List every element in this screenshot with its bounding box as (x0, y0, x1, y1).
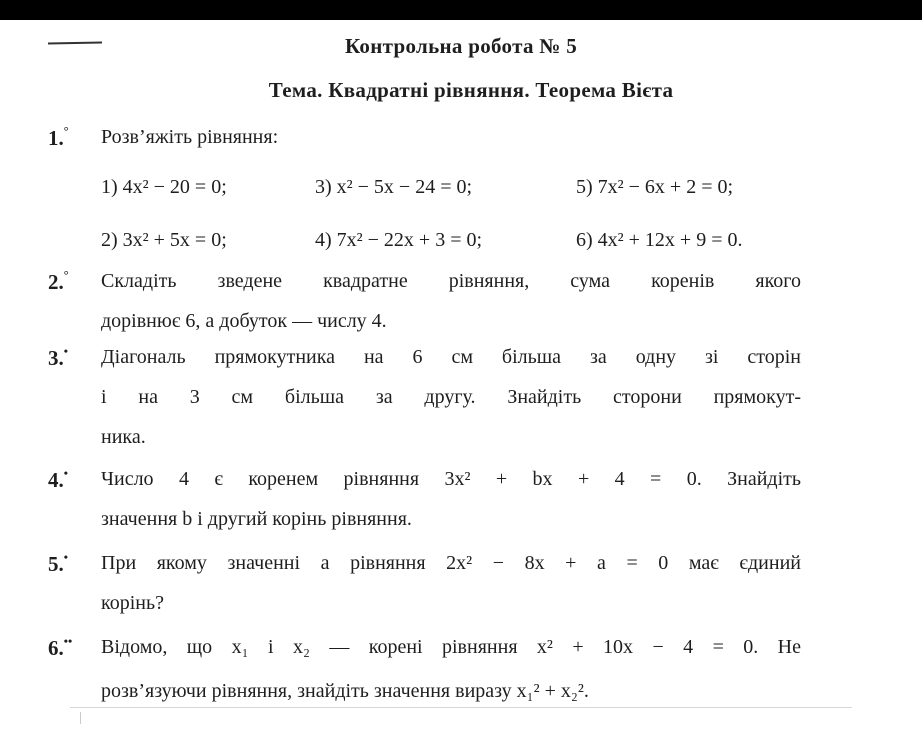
equation-2: 2) 3x² + 5x = 0; (101, 229, 227, 251)
task-number: 1.° (48, 124, 69, 150)
task-number: 4.• (48, 466, 68, 492)
task-number: 2.° (48, 268, 69, 294)
task-text-line-2: розв’язуючи рівняння, знайдіть значення виразу x₁² + x₂². (101, 680, 589, 702)
equation-1: 1) 4x² − 20 = 0; (101, 176, 227, 198)
task-number: 5.• (48, 550, 68, 576)
top-black-bar (0, 0, 922, 20)
task-text-line-2: і на 3 см більша за другу. Знайдіть сторони прямокут- (101, 386, 801, 408)
equation-6: 6) 4x² + 12x + 9 = 0. (576, 229, 743, 251)
task-text-line-1: Відомо, що x₁ і x₂ — корені рівняння x² + 10x − 4 = 0. Не (101, 636, 801, 658)
task-text-line-2: значення b і другий корінь рівняння. (101, 508, 412, 530)
task-number: 3.• (48, 344, 68, 370)
task-text-line-1: При якому значенні a рівняння 2x² − 8x + a = 0 має єдиний (101, 552, 801, 574)
task-text-line-1: Діагональ прямокутника на 6 см більша за одну зі сторін (101, 346, 801, 368)
equation-4: 4) 7x² − 22x + 3 = 0; (315, 229, 483, 251)
page-title: Контрольна робота № 5 (344, 34, 578, 58)
bottom-rule (70, 707, 852, 708)
bottom-mark (80, 712, 81, 724)
task-number: 6.•• (48, 634, 73, 660)
task-text-line-2: дорівнює 6, а добуток — числу 4. (101, 310, 387, 332)
task-text-line-1: Складіть зведене квадратне рівняння, сума коренів якого (101, 270, 801, 292)
equation-3: 3) x² − 5x − 24 = 0; (315, 176, 473, 198)
equation-5: 5) 7x² − 6x + 2 = 0; (576, 176, 734, 198)
task-text-line-1: Число 4 є коренем рівняння 3x² + bx + 4 = 0. Знайдіть (101, 468, 801, 490)
topic-heading: Тема. Квадратні рівняння. Теорема Вієта (268, 78, 674, 102)
task-text-line-2: корінь? (101, 592, 164, 614)
task-text-line-3: ника. (101, 426, 146, 448)
task-text: Розв’яжіть рівняння: (101, 126, 279, 148)
